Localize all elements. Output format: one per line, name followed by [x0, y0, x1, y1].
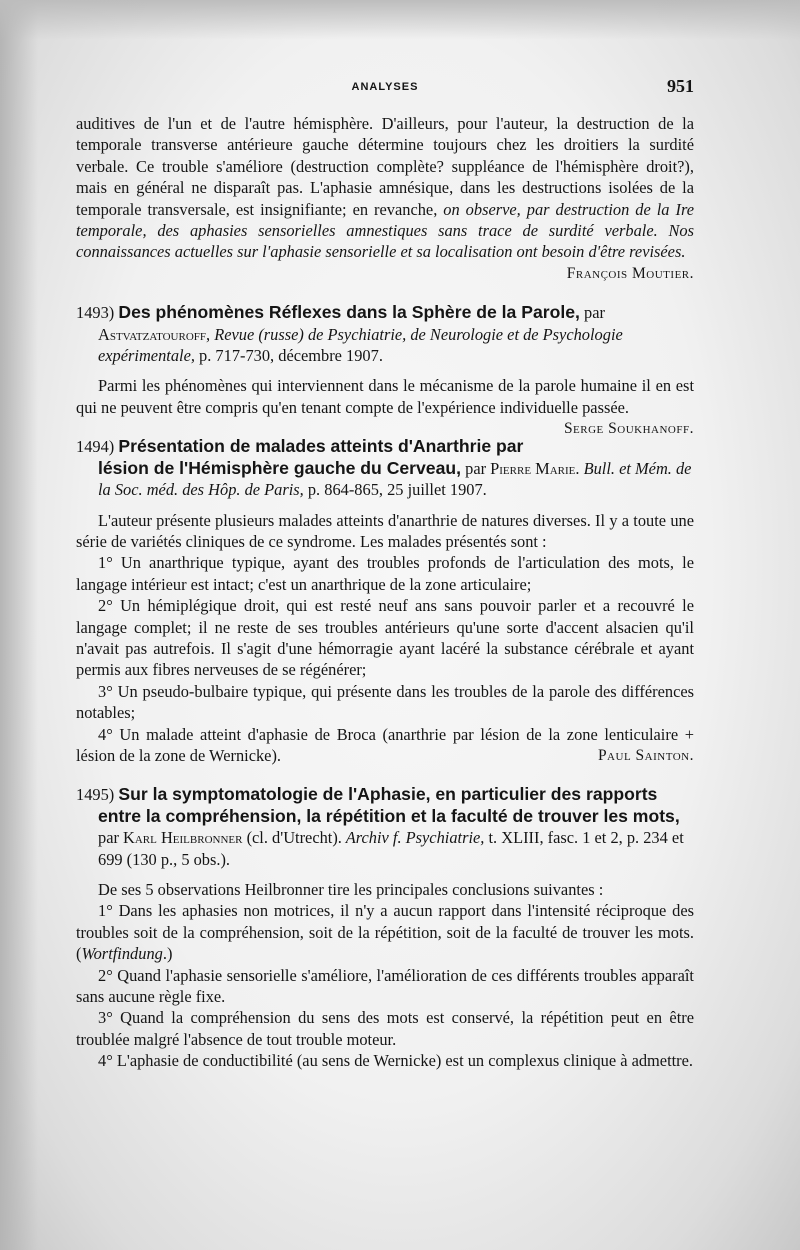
entry-source-pages: p. 864-865, 25 juillet 1907.: [303, 480, 487, 500]
entry-by: par: [579, 303, 605, 323]
entry-paragraph-end: .): [162, 944, 173, 964]
entry-author: Astvatzatouroff,: [98, 324, 211, 344]
entry-paragraph: [76, 900, 694, 964]
entry-by: par: [98, 828, 124, 848]
page-shadow-left: [0, 0, 38, 1250]
intro-signature: François Moutier.: [566, 264, 694, 282]
entry-title: Présentation de malades atteints d'Anarthrie par lésion de l'Hémisphère gauche du Cerveau,: [98, 436, 524, 478]
entry-1495: [76, 784, 694, 1071]
entry-signature: Serge Soukhanoff.: [563, 420, 694, 438]
entry-paragraph: 1° Un anarthrique typique, ayant des troubles profonds de l'articulation des mots, le langage intérieur est intact; c'est un anarthrique de la zone articulaire;: [76, 553, 694, 594]
entry-1494: [76, 436, 694, 766]
entry-title: Des phénomènes Réflexes dans la Sphère de la Parole,: [118, 302, 580, 323]
running-title: ANALYSES: [351, 81, 419, 93]
entry-paragraph-last: [76, 724, 694, 767]
entry-number: 1494): [76, 437, 115, 457]
page-shadow-top: [0, 0, 800, 40]
entry-1493: [76, 302, 694, 438]
entry-1494-heading: [76, 436, 694, 500]
intro-paragraph: [76, 113, 694, 263]
entry-by: par: [461, 458, 491, 478]
entry-number: 1493): [76, 303, 115, 323]
entry-body-text: Parmi les phénomènes qui interviennent dans le mécanisme de la parole humaine il en est qui ne peuvent être compris qu'en tenant compte de l'expérience individuelle passée.: [76, 376, 694, 417]
page-number: 951: [667, 76, 694, 96]
page-header: [76, 76, 694, 100]
entry-source-pages: t. XLIII, fasc. 1 et 2, p. 234 et 699 (130 p., 5 obs.).: [98, 828, 684, 869]
entry-title: Sur la symptomatologie de l'Aphasie, en particulier des rapports entre la compréhension, la répétition et la faculté de trouver les mots,: [98, 784, 680, 826]
entry-source: Revue (russe) de Psychiatrie, de Neurologie et de Psychologie expérimentale,: [98, 324, 623, 366]
entry-paragraph: 2° Quand l'aphasie sensorielle s'améliore, l'amélioration de ces différents troubles apparaît sans aucune règle fixe.: [76, 965, 694, 1007]
entry-number: 1495): [76, 785, 115, 805]
entry-source: Archiv f. Psychiatrie,: [341, 828, 485, 848]
entry-paragraph: 4° L'aphasie de conductibilité (au sens de Wernicke) est un complexus clinique à admettre.: [98, 1051, 694, 1071]
entry-signature: Paul Sainton.: [597, 746, 694, 764]
entry-paragraph-text: 1° Dans les aphasies non motrices, il n'y a aucun rapport dans l'intensité réciproque des troubles soit de la compréhension, soit de la répétition, soit de la faculté de trouver les mots. (: [76, 901, 694, 964]
entry-paragraph: 3° Quand la compréhension du sens des mots est conservé, la répétition peut en être troublée malgré l'absence de tout trouble moteur.: [76, 1008, 694, 1049]
entry-author: Pierre Marie.: [490, 458, 580, 478]
entry-affiliation: (cl. d'Utrecht).: [242, 828, 342, 848]
page-content: [76, 113, 694, 1072]
entry-author: Karl Heilbronner: [123, 828, 243, 848]
entry-paragraph: L'auteur présente plusieurs malades atteints d'anarthrie de natures diverses. Il y a toute une série de variétés cliniques de ce syndrome. Les malades présentés sont :: [76, 510, 694, 551]
entry-paragraph: 2° Un hémiplégique droit, qui est resté neuf ans sans pouvoir parler et a recouvré le langage complet; il ne reste de ses troubles antérieurs qu'une sorte d'accent alsacien qu'il n'avait pas autrefois. Il s'agit d'une hémorragie ayant lacéré la substance cérébrale et ayant permis aux fibres nerveuses de se régénérer;: [76, 596, 694, 680]
entry-1493-heading: [76, 302, 694, 366]
entry-body: [76, 375, 694, 438]
entry-source-pages: p. 717-730, décembre 1907.: [194, 346, 383, 366]
entry-paragraph-text: 4° Un malade atteint d'aphasie de Broca (anarthrie par lésion de la zone lenticulaire + lésion de la zone de Wernicke).: [76, 724, 694, 765]
entry-1495-heading: [76, 784, 694, 870]
intro-text: auditives de l'un et de l'autre hémisphère. D'ailleurs, pour l'auteur, la destruction de la temporale transverse antérieure gauche détermine toujours chez les droitiers la surdité verbale. Ce trouble s'améliore (destruction complète? suppléance de l'hémisphère droit?), mais en général ne disparaît pas. L'aphasie amnésique, dans les destructions isolées de la temporale transversale, est insignifiante; en revanche,: [76, 114, 694, 219]
entry-italic-word: Wortfindung: [81, 944, 163, 964]
entry-paragraph: De ses 5 observations Heilbronner tire les principales conclusions suivantes :: [98, 880, 604, 899]
entry-paragraph: 3° Un pseudo-bulbaire typique, qui présente dans les troubles de la parole des différences notables;: [76, 681, 694, 723]
intro-italic-text: on observe, par destruction de la Ire temporale, des aphasies sensorielles amnestiques sans trace de surdité verbale. Nos connaissances actuelles sur l'aphasie sensorielle et sa localisation ont besoin d'être revisées.: [76, 199, 694, 262]
entry-source: Bull. et Mém. de la Soc. méd. des Hôp. de Paris,: [98, 458, 692, 500]
